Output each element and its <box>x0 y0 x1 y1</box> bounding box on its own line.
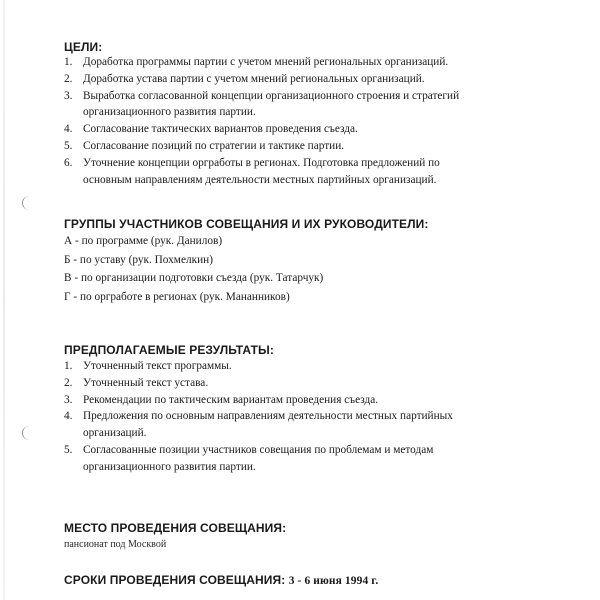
list-item <box>64 155 459 189</box>
item-number: 5. <box>64 139 73 152</box>
list-item <box>64 408 453 442</box>
list-item <box>64 442 453 476</box>
item-text-line: Выработка согласованной концепции организационного строения и стратегий <box>83 89 460 102</box>
item-number: 2. <box>64 72 73 85</box>
group-item: Б - по уставу (рук. Похмелкин) <box>64 253 213 266</box>
item-text-line: основным направлениям деятельности местных партийных организаций. <box>83 173 437 186</box>
item-text-line: Уточненный текст устава. <box>83 376 209 389</box>
item-text-line: Согласование позиций по стратегии и тактике партии. <box>83 139 345 152</box>
item-number: 4. <box>64 410 73 423</box>
item-number: 4. <box>64 123 73 136</box>
dates-heading <box>64 573 378 587</box>
list-item <box>64 358 453 375</box>
groups-title: ГРУППЫ УЧАСТНИКОВ СОВЕЩАНИЯ И ИХ РУКОВОДИТЕЛИ: <box>64 217 429 231</box>
groups-list <box>64 232 323 306</box>
item-text-line: Предложения по основным направлениям деятельности местных партийных <box>83 410 453 423</box>
list-item <box>64 392 453 409</box>
item-number: 3. <box>64 89 73 102</box>
item-text-line: Рекомендации по тактическим вариантам проведения съезда. <box>83 393 379 406</box>
dates-title: СРОКИ ПРОВЕДЕНИЯ СОВЕЩАНИЯ: <box>64 573 286 587</box>
item-text-line: организационного развития партии. <box>83 460 256 473</box>
venue-title: МЕСТО ПРОВЕДЕНИЯ СОВЕЩАНИЯ: <box>64 521 287 535</box>
group-item: А - по программе (рук. Данилов) <box>64 235 223 247</box>
item-number: 1. <box>64 360 73 372</box>
item-text-line: Уточнение концепции оргработы в регионах. Подготовка предложений по <box>83 156 440 169</box>
item-number: 1. <box>64 56 73 68</box>
group-item: Г - по оргработе в регионах (рук. Мананников) <box>64 290 290 303</box>
dates-value: 3 - 6 июня 1994 г. <box>288 575 379 587</box>
item-text-line: организационного развития партии. <box>83 106 256 119</box>
list-item <box>64 121 459 138</box>
item-text-line: Согласование тактических вариантов проведения съезда. <box>83 123 358 136</box>
list-item <box>64 138 459 155</box>
group-item: В - по организации подготовки съезда (рук. Татарчук) <box>64 272 324 285</box>
item-text-line: Доработка программы партии с учетом мнений региональных организаций. <box>83 56 449 68</box>
item-number: 2. <box>64 376 73 389</box>
item-number: 6. <box>64 156 73 169</box>
item-text-line: Доработка устава партии с учетом мнений региональных организаций. <box>83 72 425 85</box>
punch-hole-icon <box>22 196 37 210</box>
venue-text: пансионат под Москвой <box>64 539 167 550</box>
list-item <box>64 375 453 392</box>
item-text-line: Уточненный текст программы. <box>83 360 232 372</box>
item-number: 3. <box>64 393 73 406</box>
list-item <box>64 71 459 88</box>
list-item <box>64 88 459 122</box>
results-title: ПРЕДПОЛАГАЕМЫЕ РЕЗУЛЬТАТЫ: <box>64 343 274 357</box>
punch-hole-icon <box>22 426 37 440</box>
results-list <box>64 358 453 476</box>
item-number: 5. <box>64 443 73 456</box>
list-item <box>64 54 459 71</box>
item-text-line: организаций. <box>83 427 147 440</box>
page-edge-shadow <box>3 0 5 600</box>
item-text-line: Согласованные позиции участников совещания по проблемам и методам <box>83 443 434 456</box>
goals-title: ЦЕЛИ: <box>64 40 103 54</box>
goals-list <box>64 54 459 188</box>
